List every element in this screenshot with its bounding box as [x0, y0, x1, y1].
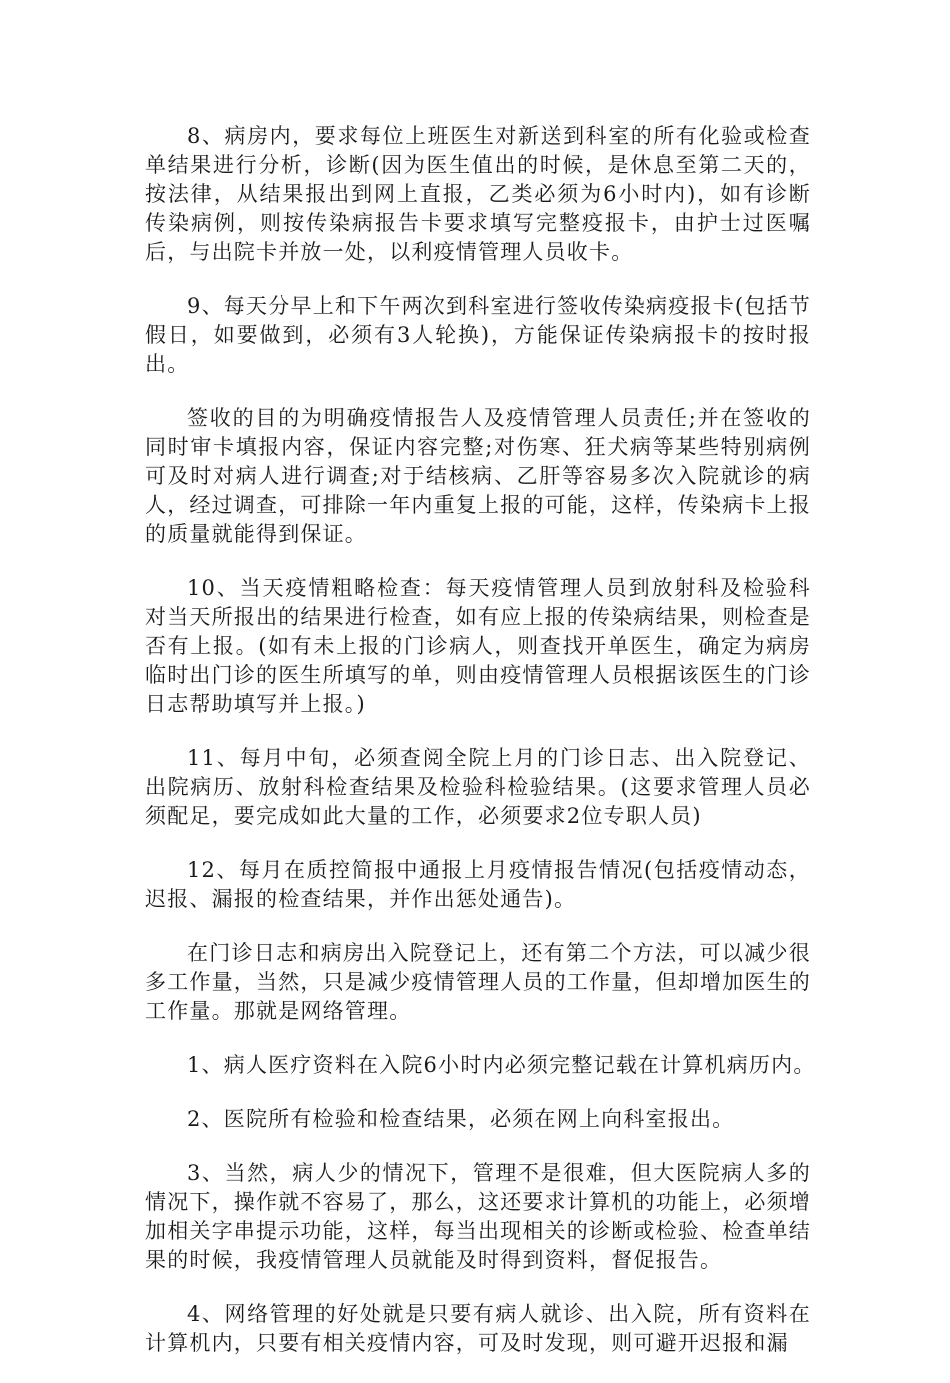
paragraph-network-4: 4、网络管理的好处就是只要有病人就诊、出入院，所有资料在计算机内，只要有相关疫情内容，可及时发现，则可避开迟报和漏	[145, 1302, 811, 1355]
paragraph-item-9: 9、每天分早上和下午两次到科室进行签收传染病疫报卡(包括节假日，如要做到，必须有3人轮换)，方能保证传染病报卡的按时报出。	[145, 294, 811, 376]
paragraph-item-8: 8、病房内，要求每位上班医生对新送到科室的所有化验或检查单结果进行分析，诊断(因为医生值出的时候，是休息至第二天的，按法律，从结果报出到网上直报，乙类必须为6小时内)，如有诊断传染病例，则按传染病报告卡要求填写完整疫报卡，由护士过医嘱后，与出院卡并放一处，以利疫情管理人员收卡。	[145, 124, 811, 264]
paragraph-item-10: 10、当天疫情粗略检查：每天疫情管理人员到放射科及检验科对当天所报出的结果进行检查，如有应上报的传染病结果，则检查是否有上报。(如有未上报的门诊病人，则查找开单医生，确定为病房临时出门诊的医生所填写的单，则由疫情管理人员根据该医生的门诊日志帮助填写并上报。)	[145, 576, 811, 716]
paragraph-second-method: 在门诊日志和病房出入院登记上，还有第二个方法，可以减少很多工作量，当然，只是减少疫情管理人员的工作量，但却增加医生的工作量。那就是网络管理。	[145, 941, 811, 1023]
paragraph-item-12: 12、每月在质控简报中通报上月疫情报告情况(包括疫情动态，迟报、漏报的检查结果，并作出惩处通告)。	[145, 858, 811, 911]
paragraph-sign-purpose: 签收的目的为明确疫情报告人及疫情管理人员责任;并在签收的同时审卡填报内容，保证内容完整;对伤寒、狂犬病等某些特别病例可及时对病人进行调查;对于结核病、乙肝等容易多次入院就诊的病人，经过调查，可排除一年内重复上报的可能，这样，传染病卡上报的质量就能得到保证。	[145, 406, 811, 546]
paragraph-network-3: 3、当然，病人少的情况下，管理不是很难，但大医院病人多的情况下，操作就不容易了，那么，这还要求计算机的功能上，必须增加相关字串提示功能，这样，每当出现相关的诊断或检验、检查单结果的时候，我疫情管理人员就能及时得到资料，督促报告。	[145, 1161, 811, 1272]
paragraph-network-2: 2、医院所有检验和检查结果，必须在网上向科室报出。	[187, 1107, 735, 1131]
paragraph-network-1: 1、病人医疗资料在入院6小时内必须完整记载在计算机病历内。	[187, 1053, 816, 1077]
paragraph-item-11: 11、每月中旬，必须查阅全院上月的门诊日志、出入院登记、出院病历、放射科检查结果及检验科检验结果。(这要求管理人员必须配足，要完成如此大量的工作，必须要求2位专职人员)	[145, 746, 811, 828]
document-body	[145, 122, 816, 1383]
